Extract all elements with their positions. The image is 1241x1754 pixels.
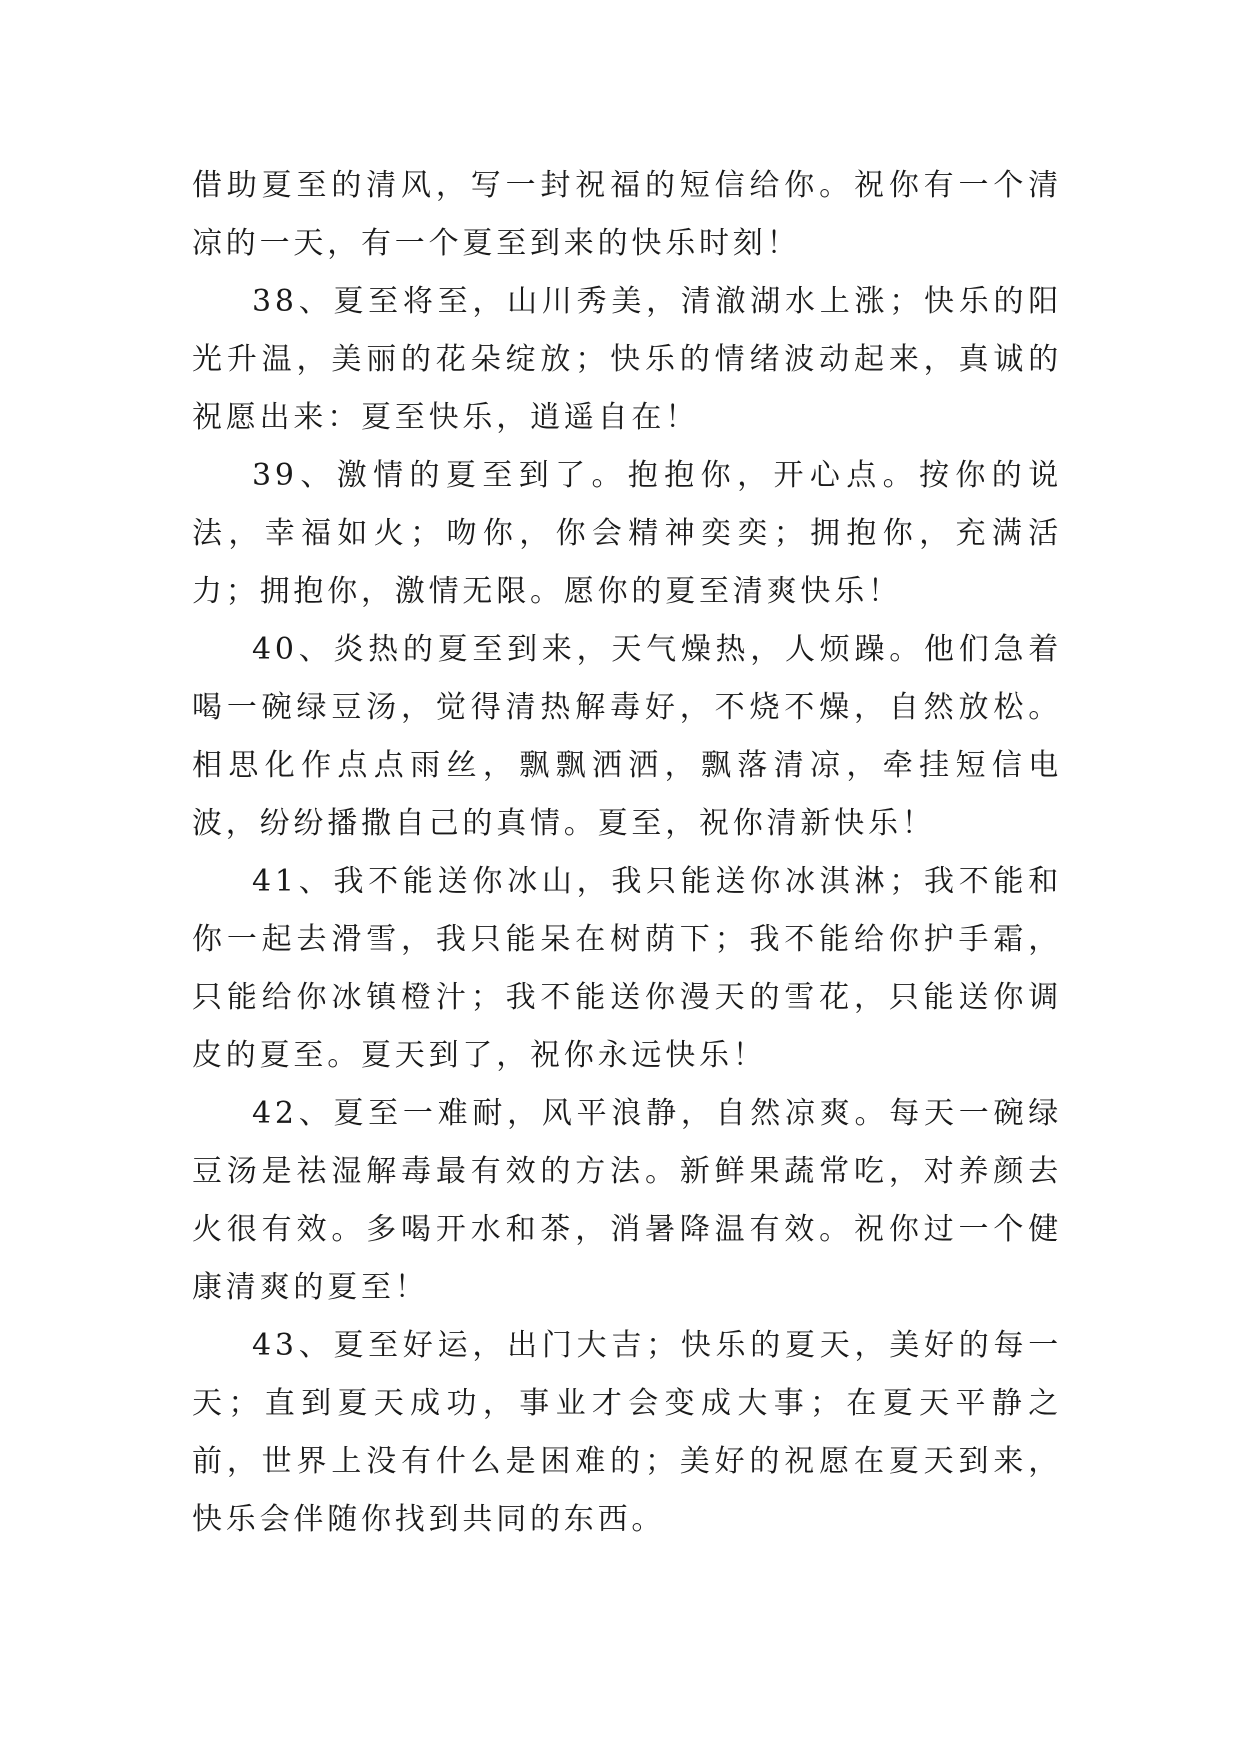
paragraph-38: 38、夏至将至，山川秀美，清澈湖水上涨；快乐的阳光升温，美丽的花朵绽放；快乐的情绪波动起来，真诚的祝愿出来：夏至快乐，逍遥自在！ (192, 284, 1062, 435)
paragraph-40: 40、炎热的夏至到来，天气燥热，人烦躁。他们急着喝一碗绿豆汤，觉得清热解毒好，不烧不燥，自然放松。相思化作点点雨丝，飘飘洒洒，飘落清凉，牵挂短信电波，纷纷播撒自己的真情。夏至，祝你清新快乐！ (192, 632, 1062, 841)
paragraph-intro: 借助夏至的清风，写一封祝福的短信给你。祝你有一个清凉的一天，有一个夏至到来的快乐时刻！ (192, 168, 1062, 261)
paragraph-42: 42、夏至一难耐，风平浪静，自然凉爽。每天一碗绿豆汤是祛湿解毒最有效的方法。新鲜果蔬常吃，对养颜去火很有效。多喝开水和茶，消暑降温有效。祝你过一个健康清爽的夏至！ (192, 1096, 1062, 1305)
document-body (192, 157, 1062, 1549)
paragraph-41: 41、我不能送你冰山，我只能送你冰淇淋；我不能和你一起去滑雪，我只能呆在树荫下；我不能给你护手霜，只能给你冰镇橙汁；我不能送你漫天的雪花，只能送你调皮的夏至。夏天到了，祝你永远快乐！ (192, 864, 1062, 1073)
paragraph-43: 43、夏至好运，出门大吉；快乐的夏天，美好的每一天；直到夏天成功，事业才会变成大事；在夏天平静之前，世界上没有什么是困难的；美好的祝愿在夏天到来，快乐会伴随你找到共同的东西。 (192, 1328, 1062, 1537)
paragraph-39: 39、激情的夏至到了。抱抱你，开心点。按你的说法，幸福如火；吻你，你会精神奕奕；拥抱你，充满活力；拥抱你，激情无限。愿你的夏至清爽快乐！ (192, 458, 1062, 609)
